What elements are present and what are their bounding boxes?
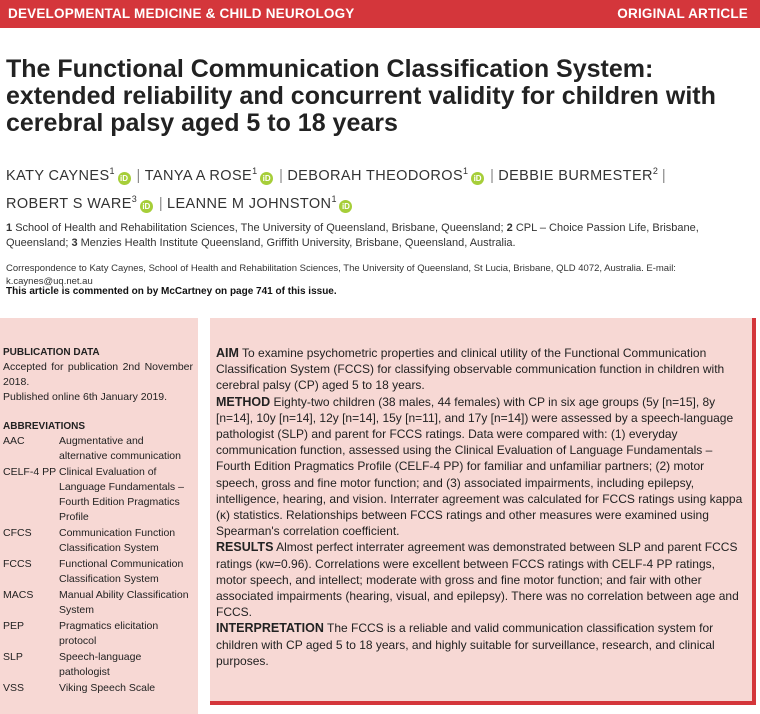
published-date: Published online 6th January 2019. <box>3 391 168 403</box>
abbreviation-row <box>3 526 193 556</box>
abbreviation-definition: Augmentative and alternative communication <box>59 435 181 462</box>
orcid-icon[interactable]: iD <box>260 172 273 185</box>
abbreviation-list <box>3 434 193 696</box>
article-type: ORIGINAL ARTICLE <box>617 6 748 21</box>
aim-paragraph: AIM To examine psychometric properties and clinical utility of the Functional Communication Classification System (FCCS) for classifying observable communication function in children with cerebral palsy (CP) aged 5 to 18 years. <box>216 346 725 393</box>
abstract-text <box>216 345 748 669</box>
abbreviation-definition: Manual Ability Classification System <box>59 589 189 616</box>
abbreviation-term: MACS <box>3 589 34 601</box>
abbreviation-definition: Pragmatics elicitation protocol <box>59 620 159 647</box>
author-separator: | <box>279 168 284 184</box>
results-paragraph: RESULTS Almost perfect interrater agreement was demonstrated between SLP and parent FCCS ratings (κw=0.96). Correlations were excellent between FCCS ratings with CELF-4 PP ratings, motor speech, and intellect; moderate with gross and fine motor function; and fair with other associated impairments (hearing, visual, and epilepsy). There was no correlation between age and FCCS. <box>216 540 739 620</box>
abbreviation-term: FCCS <box>3 558 32 570</box>
author-separator: | <box>490 168 495 184</box>
orcid-icon[interactable]: iD <box>140 200 153 213</box>
author-list <box>6 160 751 216</box>
author[interactable]: KATY CAYNES$^1$ <box>6 166 115 184</box>
author[interactable]: DEBBIE BURMESTER$^2$ <box>498 166 658 184</box>
abstract-box <box>210 318 756 705</box>
abbreviation-definition: Communication Function Classification System <box>59 527 176 554</box>
journal-name: DEVELOPMENTAL MEDICINE & CHILD NEUROLOGY <box>8 6 355 21</box>
interpretation-paragraph: INTERPRETATION The FCCS is a reliable and valid communication classification system for children with CP aged 5 to 18 years, and highly suitable for surveillance, research, and clinical purposes. <box>216 621 715 668</box>
orcid-icon[interactable]: iD <box>339 200 352 213</box>
abbreviation-row <box>3 434 193 464</box>
author[interactable]: TANYA A ROSE$^1$ <box>144 166 258 184</box>
abbreviation-term: CFCS <box>3 527 32 539</box>
author-separator: | <box>158 196 163 212</box>
journal-banner <box>0 0 760 28</box>
abbreviation-term: SLP <box>3 651 23 663</box>
abbreviation-row <box>3 650 193 680</box>
abbreviation-definition: Speech-language pathologist <box>59 651 142 678</box>
accepted-date: Accepted for publication 2nd November 2018. <box>3 361 193 388</box>
abbreviation-term: VSS <box>3 682 25 694</box>
author[interactable]: LEANNE M JOHNSTON$^1$ <box>166 194 337 212</box>
author-separator: | <box>136 168 141 184</box>
affiliations: 1 School of Health and Rehabilitation Sciences, The University of Queensland, Brisbane, Queensland; 2 CPL – Choice Passion Life, Brisbane, Queensland; 3 Menzies Health Institute Queensland, Griffith University, Brisbane, Queensland, Australia. <box>6 222 699 249</box>
comment-note: This article is commented on by McCartney on page 741 of this issue. <box>6 286 337 297</box>
abbreviation-row <box>3 681 193 696</box>
publication-heading: PUBLICATION DATA <box>3 347 100 358</box>
correspondence: Correspondence to Katy Caynes, School of Health and Rehabilitation Sciences, The University of Queensland, St Lucia, Brisbane, QLD 4072, Australia. E-mail: k.caynes@uq.net.au <box>6 263 676 287</box>
author[interactable]: ROBERT S WARE$^3$ <box>6 194 137 212</box>
abbreviation-row <box>3 465 193 525</box>
author-separator: | <box>661 168 667 184</box>
abbreviation-term: PEP <box>3 620 25 632</box>
orcid-icon[interactable]: iD <box>471 172 484 185</box>
abbreviation-row <box>3 588 193 618</box>
orcid-icon[interactable]: iD <box>118 172 131 185</box>
abbreviation-term: CELF-4 PP <box>3 466 57 478</box>
abbreviation-row <box>3 619 193 649</box>
abbreviation-definition: Viking Speech Scale <box>59 682 156 694</box>
article-title: The Functional Communication Classification System: extended reliability and concurrent validity for children with cerebral palsy aged 5 to 18 years <box>6 55 716 137</box>
method-paragraph: METHOD Eighty-two children (38 males, 44 females) with CP in six age groups (5y [n=15], 8y [n=14], 10y [n=14], 12y [n=14], 15y [n=11], and 17y [n=14]) were assessed by a speech-language pathologist (SLP) and parent for FCCS ratings. Data were compared with: (1) everyday communication function, assessed using the Clinical Evaluation of Language Fundamentals – Fourth Edition Pragmatics Profile (CELF-4 PP) for familiar and unfamiliar partners; (2) motor speech, gross and fine motor function; and (3) associated impairments, including epilepsy, intelligence, hearing, and vision. Interrater agreement was calculated for FCCS ratings using kappa (κ) statistics. Relationships between FCCS ratings and other measures were examined using Spearman's correlation coefficient. <box>216 394 743 539</box>
abbreviation-term: AAC <box>3 435 25 447</box>
sidebar-content <box>3 345 193 697</box>
abbreviation-row <box>3 557 193 587</box>
abbreviations-heading: ABBREVIATIONS <box>3 421 86 432</box>
abbreviation-definition: Functional Communication Classification System <box>59 558 184 585</box>
abbreviation-definition: Clinical Evaluation of Language Fundamentals – Fourth Edition Pragmatics Profile <box>59 466 184 523</box>
author[interactable]: DEBORAH THEODOROS$^1$ <box>287 166 469 184</box>
